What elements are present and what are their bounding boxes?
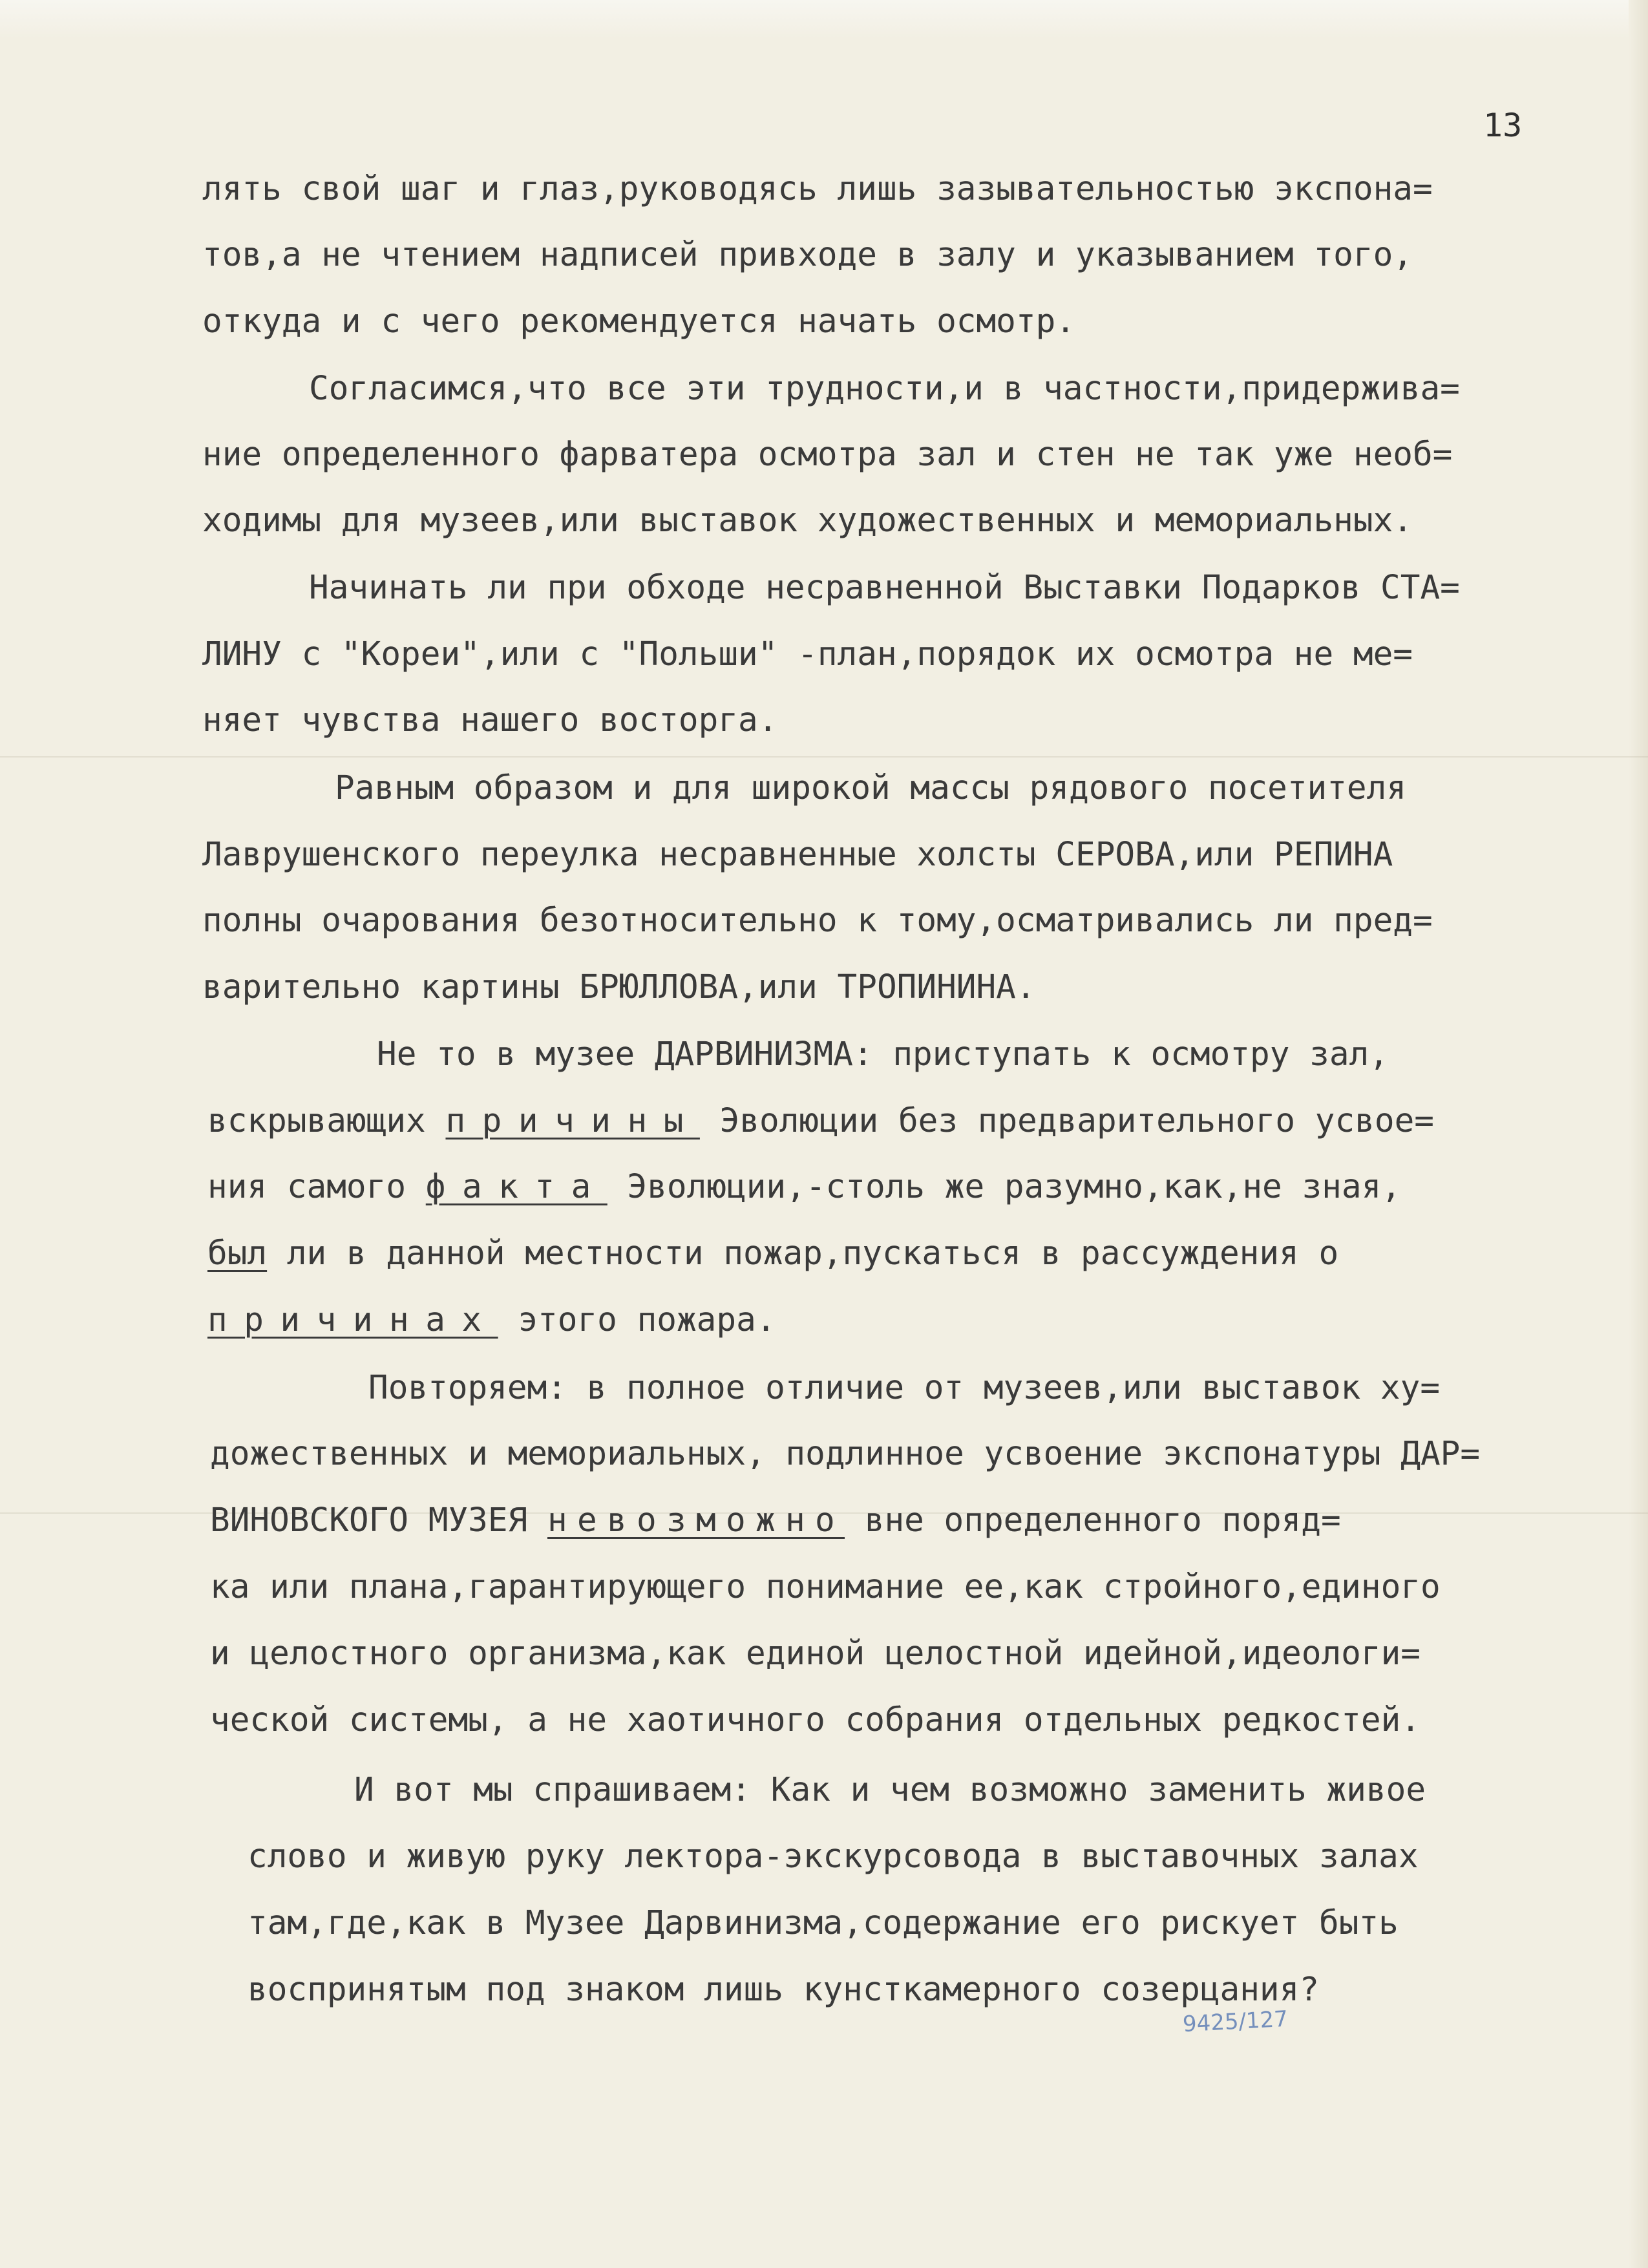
text-line: и целостного организма,как единой целостной идейной,идеологи= <box>210 1635 1421 1673</box>
text-line: варительно картины БРЮЛЛОВА,или ТРОПИНИНА. <box>202 968 1036 1006</box>
text-line: слово и живую руку лектора-экскурсовода в выставочных залах <box>248 1838 1419 1876</box>
page-right-edge <box>1629 0 1648 2268</box>
text-line: был ли в данной местности пожар,пускаться в рассуждения о <box>207 1235 1339 1273</box>
text-line: полны очарования безотносительно к тому,осматривались ли пред= <box>202 902 1433 940</box>
text-line: Согласимся,что все эти трудности,и в частности,придержива= <box>309 370 1460 408</box>
page-number: 13 <box>1483 107 1523 144</box>
text-line: ЛИНУ с "Кореи",или с "Польши" -план,порядок их осмотра не ме= <box>202 635 1413 673</box>
text-line: воспринятым под знаком лишь кунсткамерного созерцания? <box>248 1971 1320 2009</box>
text-line: лять свой шаг и глаз,руководясь лишь зазывательностью экспона= <box>202 170 1433 208</box>
text-line: И вот мы спрашиваем: Как и чем возможно заменить живое <box>354 1771 1426 1809</box>
text-line: откуда и с чего рекомендуется начать осмотр. <box>202 302 1076 341</box>
page-top-edge <box>0 0 1648 39</box>
emphasized-word: причины <box>445 1102 700 1140</box>
text-line: вскрывающих причины Эволюции без предварительного усвое= <box>207 1102 1434 1140</box>
text-line: Повторяем: в полное отличие от музеев,или выставок ху= <box>368 1369 1441 1407</box>
text-line: ния самого факта Эволюции,-столь же разумно,как,не зная, <box>207 1168 1401 1206</box>
emphasized-word: был <box>207 1235 268 1273</box>
text-line: дожественных и мемориальных, подлинное усвоение экспонатуры ДАР= <box>210 1435 1481 1473</box>
text-line: ние определенного фарватера осмотра зал и стен не так уже необ= <box>202 436 1453 474</box>
text-line: там,где,как в Музее Дарвинизма,содержание его рискует быть <box>248 1904 1399 1942</box>
text-line: няет чувства нашего восторга. <box>202 701 778 739</box>
handwritten-archive-number: 9425/127 <box>1182 2006 1289 2038</box>
emphasized-word: факта <box>425 1168 607 1206</box>
emphasized-word: причинах <box>207 1301 498 1339</box>
text-line: ческой системы, а не хаотичного собрания отдельных редкостей. <box>210 1701 1421 1739</box>
text-line: Начинать ли при обходе несравненной Выставки Подарков СТА= <box>309 569 1460 607</box>
emphasized-word: невозможно <box>547 1501 845 1540</box>
text-line: тов,а не чтением надписей привходе в залу и указыванием того, <box>202 236 1413 274</box>
text-line: Лаврушенского переулка несравненные холсты СЕРОВА,или РЕПИНА <box>202 836 1393 874</box>
text-line: ка или плана,гарантирующего понимание ее,как стройного,единого <box>210 1568 1441 1606</box>
text-line: причинах этого пожара. <box>207 1301 776 1339</box>
text-line: Не то в музее ДАРВИНИЗМА: приступать к осмотру зал, <box>377 1035 1389 1074</box>
text-line: ходимы для музеев,или выставок художественных и мемориальных. <box>202 502 1413 540</box>
text-line: Равным образом и для широкой массы рядового посетителя <box>335 769 1407 807</box>
fold-line <box>0 756 1648 758</box>
text-line: ВИНОВСКОГО МУЗЕЯ невозможно вне определенного поряд= <box>210 1501 1341 1540</box>
